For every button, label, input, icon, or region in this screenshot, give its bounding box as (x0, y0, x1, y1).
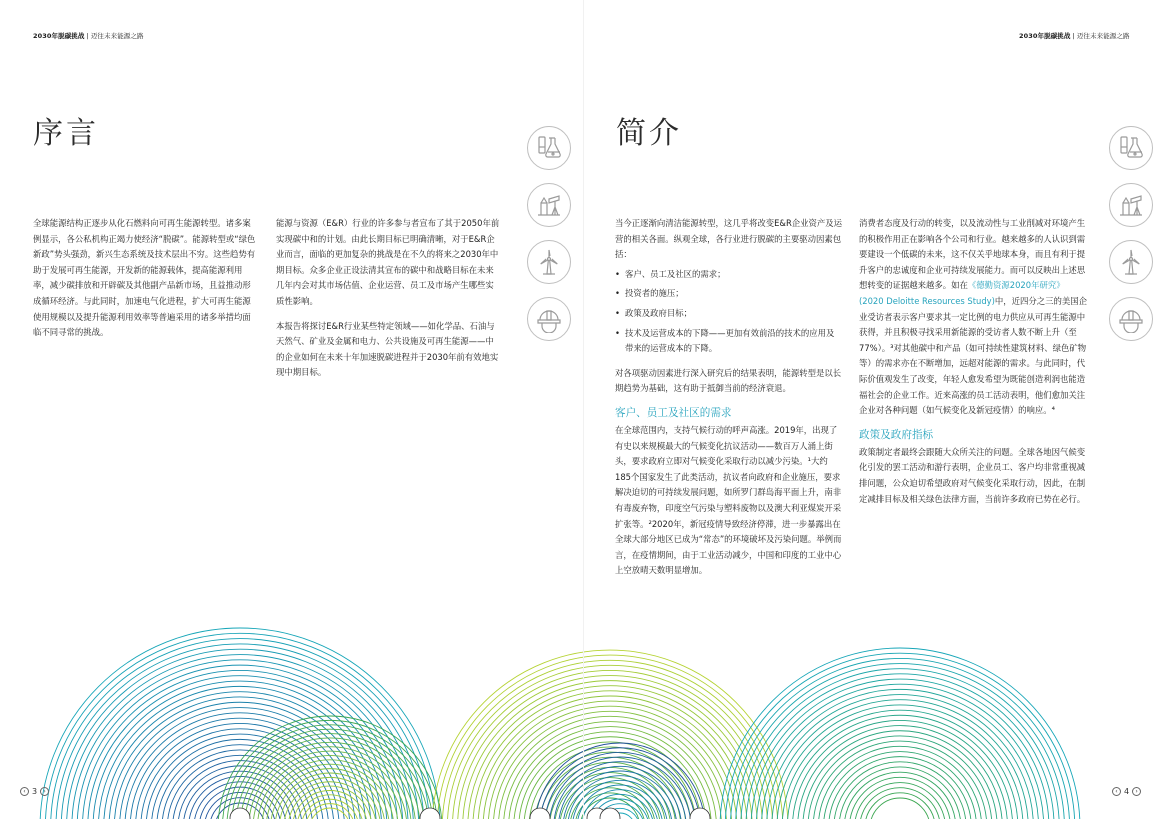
sector-icons (1109, 126, 1155, 354)
wind-turbine-icon (1109, 240, 1153, 284)
body-paragraph: 政策制定者最终会跟随大众所关注的问题。全球各地因气候变化引发的罢工活动和游行表明，企业员工、客户均非常重视减排问题，公众迫切希望政府对气候变化采取行动，因此，在制定减排目标及相关绿色法律方面，当前许多政府已势在必行。 (859, 446, 1086, 504)
running-header (33, 31, 144, 40)
wind-turbine-icon (527, 240, 571, 284)
header-subtitle: 迈往未来能源之路 (90, 32, 144, 40)
page-title: 序言 (33, 116, 99, 151)
body-paragraph (859, 216, 1087, 419)
page-number: 3 (32, 787, 38, 796)
body-paragraph: 本报告将探讨E&R行业某些特定领域——如化学品、石油与天然气、矿业及金属和电力、公共设施及可再生能源——中的企业如何在未来十年加速脱碳进程并于2030年前有效地实现中期目标。 (276, 320, 499, 378)
oil-pump-icon (527, 183, 571, 227)
list-item: • 客户、员工及社区的需求； (615, 267, 842, 283)
next-page-icon[interactable]: › (40, 787, 49, 796)
study-link[interactable]: 《德勤资源2020年研究》(2020 Deloitte Resources Study) (859, 280, 1065, 306)
page-title: 简介 (616, 116, 682, 151)
page-pager (1112, 787, 1141, 796)
left-column-1 (33, 216, 258, 350)
right-column-1 (615, 216, 842, 588)
header-separator: | (86, 32, 89, 40)
left-page (0, 0, 583, 819)
body-paragraph: 全球能源结构正逐步从化石燃料向可再生能源转型。诸多案例显示，各公私机构正竭力使经济“脱碳”。能源转型或“绿色新政”势头强劲，新兴生态系统及技术层出不穷。这些趋势有助于发展可再生能源，开发新的能源载体，提高能源利用率，减少碳排放和开辟碳及其他副产品新市场，且益推动形成循环经济。与此同时，加速电气化进程，扩大可再生能源使用规模以及提升能源利用效率等普遍采用的诸多举措均面临不同寻常的挑战。 (33, 218, 256, 338)
page-number: 4 (1124, 787, 1130, 796)
left-column-2 (276, 216, 502, 390)
list-item: • 投资者的施压； (615, 286, 842, 302)
hard-hat-icon (527, 297, 571, 341)
section-heading: 政策及政府指标 (859, 428, 934, 441)
header-subtitle: 迈往未来能源之路 (1076, 32, 1130, 40)
list-item: • 技术及运营成本的下降——更加有效前沿的技术的应用及带来的运营成本的下降。 (615, 326, 842, 357)
hard-hat-icon (1109, 297, 1153, 341)
chemistry-flask-icon (1109, 126, 1153, 170)
prev-page-icon[interactable]: ‹ (20, 787, 29, 796)
right-page (584, 0, 1167, 819)
driver-list (615, 267, 842, 357)
body-paragraph: 能源与资源（E&R）行业的许多参与者宣布了其于2050年前实现碳中和的计划。由此长期目标已明确清晰，对于E&R企业而言，面临的更加复杂的挑战是在不久的将来之2030年中期目标。众多企业正设法清其宣布的碳中和战略目标在未来几年内会对其市场估值、企业运营、员工及市场产生哪些实质性影响。 (276, 218, 500, 306)
body-text: 消费者态度及行动的转变，以及流动性与工业削减对环境产生的积极作用正在影响各个公司和行业。越来越多的人认识到需要建设一个低碳的未来，这不仅关乎地球本身，而且有利于提升客户的忠诚度和企业可持续发展能力。而可以反映出上述思想转变的证据越来越多。如在 (859, 218, 1086, 291)
prev-page-icon[interactable]: ‹ (1112, 787, 1121, 796)
chemistry-flask-icon (527, 126, 571, 170)
page-pager (20, 787, 49, 796)
sector-icons (527, 126, 573, 354)
body-paragraph: 对各项驱动因素进行深入研究后的结果表明，能源转型是以长期趋势为基础，这有助于抵御当前的经济衰退。 (615, 367, 842, 394)
next-page-icon[interactable]: › (1132, 787, 1141, 796)
header-title: 2030年脱碳挑战 (1019, 32, 1071, 40)
oil-pump-icon (1109, 183, 1153, 227)
body-paragraph: 在全球范围内，支持气候行动的呼声高涨。2019年，出现了有史以来规模最大的气候变化抗议活动——数百万人涌上街头，要求政府立即对气候变化采取行动以减少污染。¹大约185个国家发生了此类活动，抗议者向政府和企业施压，要求解决迫切的可持续发展问题，如所罗门群岛海平面上升，南非有毒废弃物，印度空气污染与塑料废物以及澳大利亚煤炭开采扩张等。²2020年，新冠疫情导致经济停滞，进一步暴露出在全球大部分地区已成为“常态”的环境破坏及污染问题。举例而言，在疫情期间，由于工业活动减少，中国和印度的工业中心上空放晴天数明显增加。 (615, 424, 842, 576)
header-title: 2030年脱碳挑战 (33, 32, 85, 40)
body-paragraph: 当今正逐渐向清洁能源转型，这几乎将改变E&R企业资产及运营的相关各面。纵观全球，各行业进行脱碳的主要驱动因素包括： (615, 218, 843, 260)
section-heading: 客户、员工及社区的需求 (615, 406, 732, 419)
right-column-2 (859, 216, 1087, 516)
running-header (1019, 31, 1130, 40)
body-text: 中，近四分之三的美国企业受访者表示客户要求其一定比例的电力供应从可再生能源中获得，并且积极寻找采用新能源的受访者人数不断上升（至77%）。³对其他碳中和产品（如可持续性建筑材料、绿色矿物等）的需求亦在不断增加，远超对能源的需求。与此同时，代际价值观发生了改变，年轻人愈发希望为既能创造利润也能造福社会的企业工作。近来高涨的员工活动表明，他们愈加关注企业对各种问题（如气候变化及新冠疫情）的响应。⁴ (859, 295, 1088, 416)
header-separator: | (1072, 32, 1075, 40)
list-item: • 政策及政府目标； (615, 306, 842, 322)
